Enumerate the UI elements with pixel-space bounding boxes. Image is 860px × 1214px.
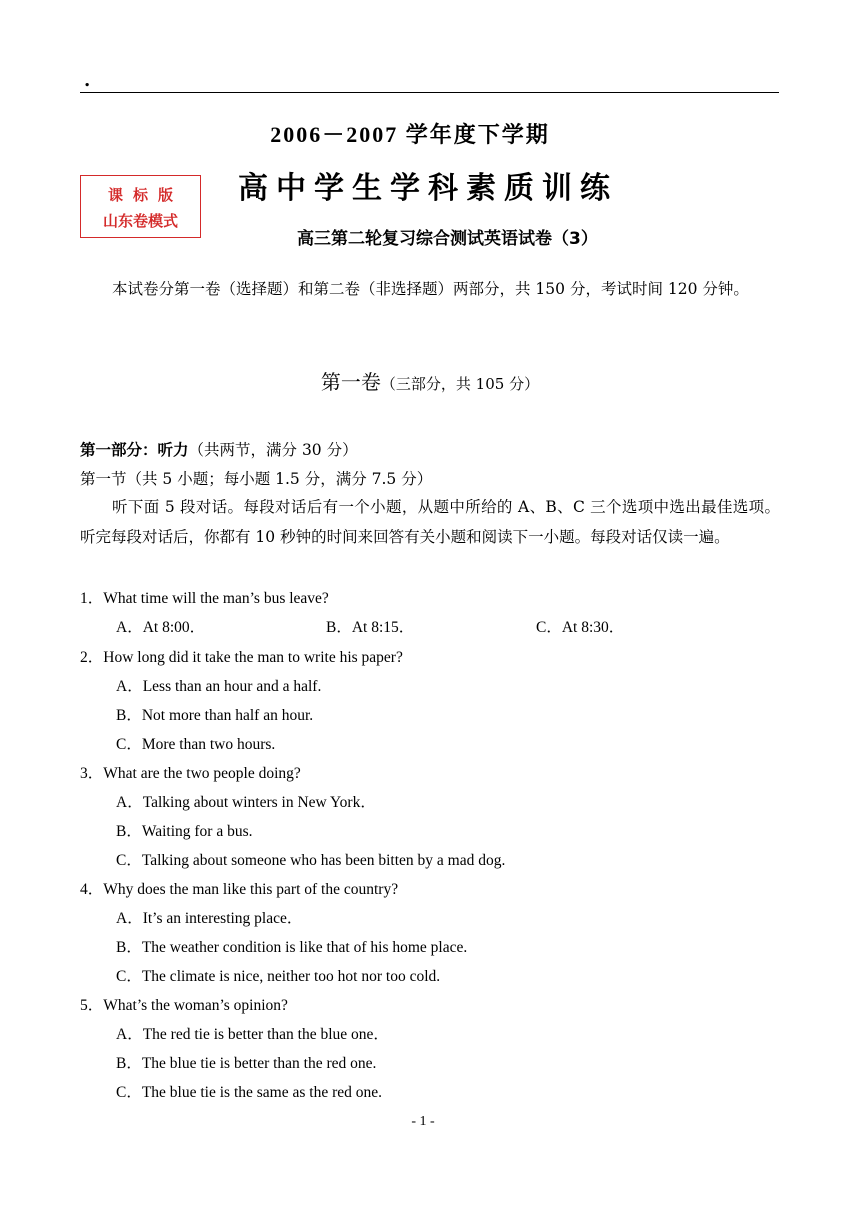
volume-note: （三部分，共 105 分）: [380, 375, 540, 393]
question-2-option-b: B．Not more than half an hour.: [116, 707, 314, 724]
part-title: 第一部分：听力: [80, 441, 189, 459]
school-year: 2006－2007 学年度下学期: [270, 122, 550, 147]
question-1-option-b: B．At 8:15．: [326, 619, 415, 636]
question-1: 1．What time will the man’s bus leave?: [80, 590, 329, 607]
question-5: 5．What’s the woman’s opinion?: [80, 997, 288, 1014]
question-3: 3．What are the two people doing?: [80, 765, 301, 782]
section-heading: 第一节（共 5 小题；每小题 1.5 分，满分 7.5 分）: [80, 470, 433, 488]
volume-heading: [0, 366, 860, 395]
header-dot: .: [84, 70, 91, 91]
question-3-option-c: C．Talking about someone who has been bitten by a mad dog.: [116, 852, 506, 869]
question-1-option-c: C．At 8:30．: [536, 619, 625, 636]
header-rule: [80, 92, 779, 93]
question-4: 4．Why does the man like this part of the country?: [80, 881, 399, 898]
main-title: 高中学生学科素质训练: [238, 171, 618, 206]
question-1-option-a: A．At 8:00．: [116, 619, 206, 636]
badge-line-2: 山东卷模式: [102, 212, 178, 230]
question-4-option-c: C．The climate is nice, neither too hot nor too cold.: [116, 968, 441, 985]
edition-badge: [80, 175, 201, 238]
question-2: 2．How long did it take the man to write his paper?: [80, 649, 403, 666]
question-4-option-b: B．The weather condition is like that of his home place.: [116, 939, 468, 956]
badge-line-1: 课标版: [107, 186, 183, 204]
intro-paragraph: 本试卷分第一卷（选择题）和第二卷（非选择题）两部分，共 150 分，考试时间 120 分钟。: [112, 280, 749, 298]
section-directions: 听下面 5 段对话。每段对话后有一个小题，从题中所给的 A、B、C 三个选项中选出最佳选项。听完每段对话后，你都有 10 秒钟的时间来回答有关小题和阅读下一小题。每段对话仅读一遍。: [80, 498, 780, 546]
question-2-option-a: A．Less than an hour and a half.: [116, 678, 322, 695]
question-4-option-a: A．It’s an interesting place．: [116, 910, 303, 927]
volume-title: 第一卷: [320, 370, 381, 394]
question-3-option-b: B．Waiting for a bus.: [116, 823, 253, 840]
question-5-option-a: A．The red tie is better than the blue one．: [116, 1026, 389, 1043]
question-2-option-c: C．More than two hours.: [116, 736, 276, 753]
question-5-option-b: B．The blue tie is better than the red one.: [116, 1055, 377, 1072]
part-heading: [80, 438, 358, 460]
exam-subtitle: 高三第二轮复习综合测试英语试卷（3）: [297, 229, 598, 249]
question-5-option-c: C．The blue tie is the same as the red one.: [116, 1084, 383, 1101]
question-3-option-a: A．Talking about winters in New York．: [116, 794, 376, 811]
part-note: （共两节，满分 30 分）: [188, 441, 358, 459]
page-number: - 1 -: [411, 1114, 435, 1129]
